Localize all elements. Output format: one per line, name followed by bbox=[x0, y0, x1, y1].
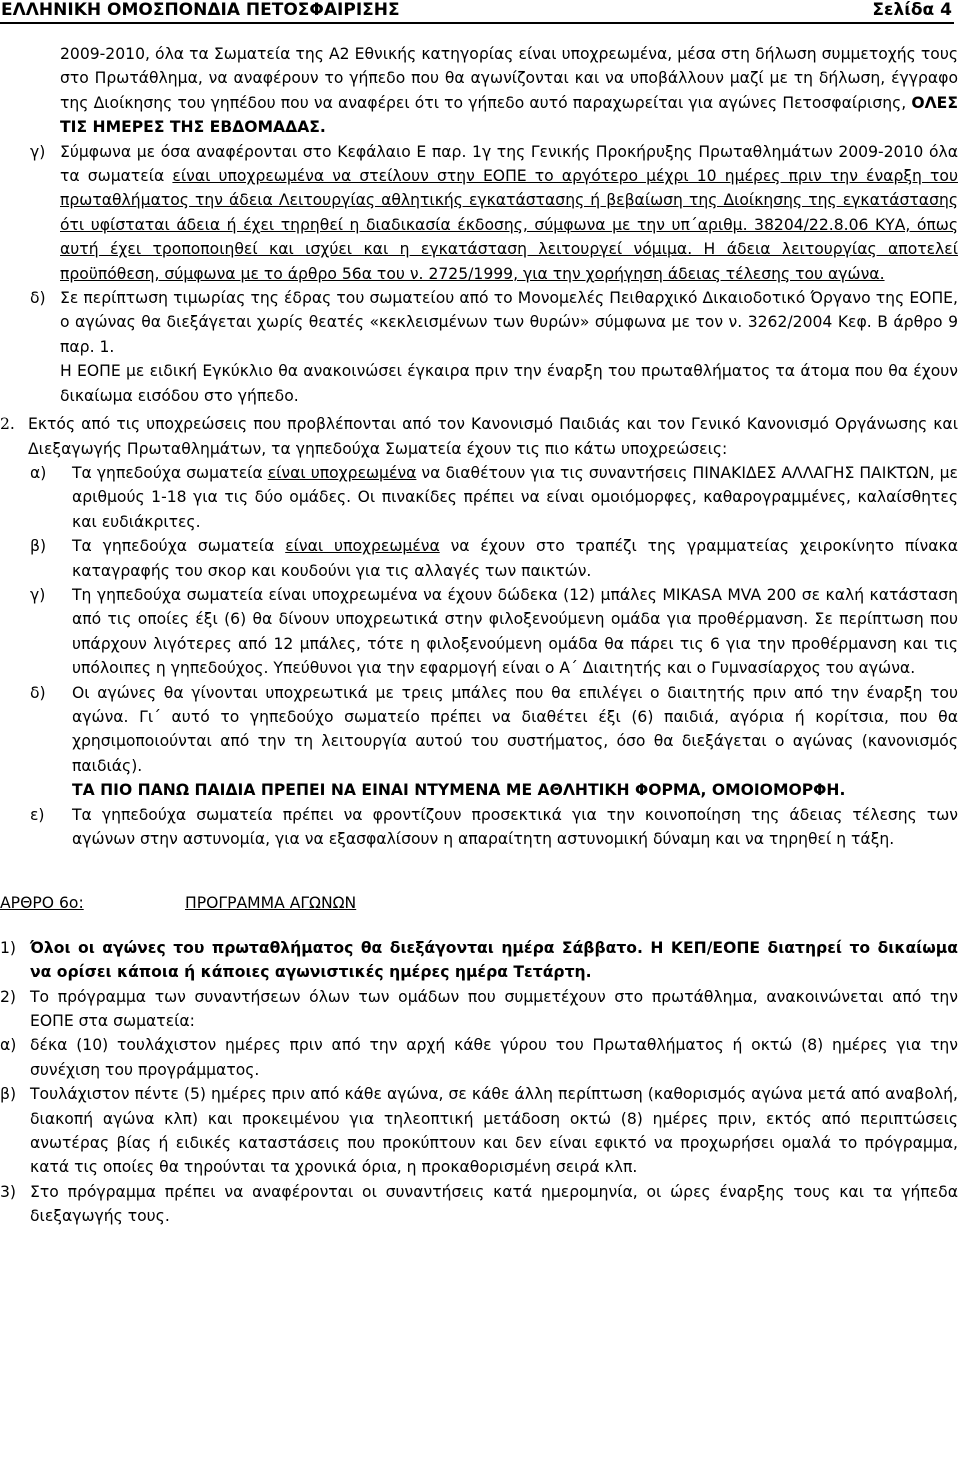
item-text bbox=[72, 534, 958, 583]
document-body bbox=[0, 42, 958, 1229]
paragraph-a2-venue bbox=[0, 42, 958, 140]
item-text: Στο πρόγραμμα πρέπει να αναφέρονται οι συναντήσεις κατά ημερομηνία, οι ώρες έναρξης τους και τα γήπεδα διεξαγωγής τους. bbox=[30, 1182, 958, 1226]
item-label: 1) bbox=[0, 938, 17, 957]
item-d-ballkids bbox=[0, 681, 958, 803]
item-text: Σε περίπτωση τιμωρίας της έδρας του σωματείου από το Μονομελές Πειθαρχικό Δικαιοδοτικό Όργανο της ΕΟΠΕ, ο αγώνας θα διεξάγεται χωρίς θεατές «κεκλεισμένων των θυρών» σύμφωνα με τον ν. 3262/2004 Κεφ. Β άρθρο 9 παρ. 1. bbox=[60, 289, 958, 356]
item-c-balls bbox=[0, 583, 958, 681]
page-number: Σελίδα 4 bbox=[872, 0, 952, 20]
item-e-police bbox=[0, 803, 958, 852]
program-item-3 bbox=[0, 1180, 958, 1229]
section-2 bbox=[0, 412, 958, 461]
circular-paragraph: Η ΕΟΠΕ με ειδική Εγκύκλιο θα ανακοινώσει έγκαιρα πριν την έναρξη του πρωταθλήματος τα άτομα που θα έχουν δικαίωμα εισόδου στο γήπεδο. bbox=[60, 362, 958, 405]
section-intro: Εκτός από τις υποχρεώσεις που προβλέπονται από τον Κανονισμό Παιδιάς και τον Γενικό Κανονισμό Οργάνωσης και Διεξαγωγής Πρωταθλημάτων, τα γηπεδούχα Σωματεία έχουν τις πιο κάτω υποχρεώσεις: bbox=[28, 415, 958, 458]
item-text bbox=[72, 461, 958, 534]
article-title: ΠΡΟΓΡΑΜΜΑ ΑΓΩΝΩΝ bbox=[185, 894, 357, 913]
item-text: Όλοι οι αγώνες του πρωταθλήματος θα διεξάγονται ημέρα Σάββατο. Η ΚΕΠ/ΕΟΠΕ διατηρεί το δικαίωμα να ορίσει κάποια ή κάποιες αγωνιστικές ημέρες ημέρα Τετάρτη. bbox=[30, 938, 958, 982]
item-text-part: Οι αγώνες θα γίνονται υποχρεωτικά με τρεις μπάλες που θα επιλέγει ο διαιτητής πριν από την έναρξη του αγώνα. Γι΄ αυτό το γηπεδούχο σωματείο πρέπει να διαθέτει έξι (6) παιδιά, αγόρια ή κορίτσια, που θα χρησιμοποιούνται από την τη λειτουργία αυτού του συστήματος, όσο θα διεξάγεται ο αγώνας (κανονισμός παιδιάς). bbox=[72, 683, 958, 775]
item-text bbox=[60, 140, 958, 286]
item-text: Τη γηπεδούχα σωματεία είναι υποχρεωμένα να έχουν δώδεκα (12) μπάλες MIKASA MVA 200 σε καλή κατάσταση από τις οποίες έξι (6) θα δίνουν υποχρεωτικά στην φιλοξενούμενη ομάδα για προθέρμανση. Σε περίπτωση που υπάρχουν λιγότερες από 12 μπάλες, τότε η φιλοξενούμενη ομάδα θα πάρει τις 6 για την προθέρμανση και τις υπόλοιπες η γηπεδούχος. Υπεύθυνοι για την εφαρμογή είναι ο Α΄ Διαιτητής και ο Γυμνασίαρχος του αγώνα. bbox=[72, 585, 958, 678]
item-text-part: Σύμφωνα με όσα αναφέρονται στο Κεφάλαιο Ε παρ. 1γ της Γενικής Προκήρυξης Πρωταθλημάτων 2009-2010 όλα τα σωματεία bbox=[60, 142, 958, 186]
spacer bbox=[0, 851, 958, 891]
program-item-2b bbox=[0, 1082, 958, 1180]
item-text bbox=[72, 681, 958, 803]
program-item-2 bbox=[0, 985, 958, 1034]
bold-emphasis: ΤΑ ΠΙΟ ΠΑΝΩ ΠΑΙΔΙΑ ΠΡΕΠΕΙ ΝΑ ΕΙΝΑΙ ΝΤΥΜΕΝΑ ΜΕ ΑΘΛΗΤΙΚΗ ΦΟΡΜΑ, ΟΜΟΙΟΜΟΡΦΗ. bbox=[72, 781, 846, 800]
item-label: β) bbox=[30, 537, 47, 556]
spacer bbox=[0, 916, 958, 936]
item-g-license bbox=[0, 140, 958, 286]
bold-emphasis: ΟΛΕΣ ΤΙΣ ΗΜΕΡΕΣ ΤΗΣ ΕΒΔΟΜΑΔΑΣ. bbox=[60, 93, 958, 137]
underlined-text: είναι υποχρεωμένα bbox=[267, 463, 417, 482]
page-header bbox=[0, 0, 954, 24]
item-label: ε) bbox=[30, 805, 45, 824]
item-label: β) bbox=[0, 1085, 17, 1104]
item-text: Τα γηπεδούχα σωματεία πρέπει να φροντίζουν προσεκτικά για την κοινοποίηση της άδειας τέλεσης των αγώνων στην αστυνομία, για να εξασφαλίσουν η απαραίτητη αστυνομική δύναμη και να τηρηθεί η τάξη. bbox=[72, 805, 958, 848]
paragraph-text: 2009-2010, όλα τα Σωματεία της Α2 Εθνικής κατηγορίας είναι υποχρεωμένα, μέσα στη δήλωση συμμετοχής τους στο Πρωτάθλημα, να αναφέρουν το γήπεδο που θα αγωνίζονται και να υποβάλλουν μαζί με τη δήλωση, έγγραφο της Διοίκησης του γηπέδου που να αναφέρει ότι το γήπεδο αυτό παραχωρείται για αγώνες Πετοσφαίρισης, bbox=[60, 45, 958, 112]
item-text: δέκα (10) τουλάχιστον ημέρες πριν από την αρχή κάθε γύρου του Πρωταθλήματος ή οκτώ (8) ημέρες για την συνέχιση του προγράμματος. bbox=[30, 1036, 958, 1079]
item-b-scoreboard bbox=[0, 534, 958, 583]
federation-title: ΕΛΛΗΝΙΚΗ ΟΜΟΣΠΟΝΔΙΑ ΠΕΤΟΣΦΑΙΡΙΣΗΣ bbox=[1, 0, 400, 20]
article-heading bbox=[0, 891, 958, 915]
item-label: δ) bbox=[30, 683, 46, 702]
item-label: α) bbox=[0, 1036, 17, 1055]
item-text: Το πρόγραμμα των συναντήσεων όλων των ομάδων που συμμετέχουν στο πρωτάθλημα, ανακοινώνεται από την ΕΟΠΕ στα σωματεία: bbox=[30, 987, 958, 1031]
program-item-1 bbox=[0, 936, 958, 985]
item-label: 3) bbox=[0, 1182, 17, 1201]
item-label: γ) bbox=[30, 142, 46, 161]
underlined-text: είναι υποχρεωμένα bbox=[285, 537, 440, 556]
item-label: δ) bbox=[30, 289, 46, 308]
section-number: 2. bbox=[0, 415, 15, 434]
item-label: α) bbox=[30, 463, 47, 482]
program-item-2a bbox=[0, 1033, 958, 1082]
item-text-part: Τα γηπεδούχα σωματεία bbox=[72, 463, 268, 482]
item-a-signs bbox=[0, 461, 958, 534]
underlined-text: είναι υποχρεωμένα να στείλουν στην ΕΟΠΕ το αργότερο μέχρι 10 ημέρες πριν την έναρξη του πρωταθλήματος την άδεια Λειτουργίας αθλητικής εγκατάστασης ή βεβαίωση της Διοίκησης της εγκατάστασης ότι υφίσταται άδεια ή έχει τηρηθεί η διαδικασία έκδοσης, σύμφωνα με την υπ΄αριθμ. 38204/22.8.06 ΚΥΑ, όπως αυτή έχει τροποποιηθεί και ισχύει και η εγκατάσταση λειτουργεί νόμιμα. Η άδεια λειτουργίας αποτελεί προϋπόθεση, σύμφωνα με το άρθρο 56α του ν. 2725/1999, για την χορήγηση άδειας τέλεσης του αγώνα. bbox=[60, 167, 958, 283]
item-text: Τουλάχιστον πέντε (5) ημέρες πριν από κάθε αγώνα, σε κάθε άλλη περίπτωση (καθορισμός αγώνα μετά από αναβολή, διακοπή αγώνα κλπ) και προκειμένου για τηλεοπτική μετάδοση οκτώ (8) ημέρες πριν, εκτός από περιπτώσεις ανωτέρας βίας ή ειδικές καταστάσεις που προκύπτουν και δεν είναι εφικτό να προχωρήσει ομαλά το πρόγραμμα, κατά τις οποίες θα τηρούνται τα χρονικά όρια, η προκαθορισμένη σειρά κλπ. bbox=[30, 1085, 958, 1177]
item-text-part: να διαθέτουν για τις συναντήσεις ΠΙΝΑΚΙΔΕΣ ΑΛΛΑΓΗΣ ΠΑΙΚΤΩΝ, με αριθμούς 1-18 για τις δύο ομάδες. Οι πινακίδες πρέπει να είναι ομοιόμορφες, καθαρογραμμένες, καλαίσθητες και ευδιάκριτες. bbox=[72, 463, 958, 531]
item-text-part: να έχουν στο τραπέζι της γραμματείας χειροκίνητο πίνακα καταγραφής του σκορ και κουδούνι για τις αλλαγές των παικτών. bbox=[72, 537, 958, 580]
item-text-part: Τα γηπεδούχα σωματεία bbox=[72, 537, 286, 556]
article-number: ΑΡΘΡΟ 6ο: bbox=[0, 894, 84, 913]
item-label: 2) bbox=[0, 987, 17, 1006]
item-label: γ) bbox=[30, 585, 46, 604]
item-d-penalty bbox=[0, 286, 958, 359]
